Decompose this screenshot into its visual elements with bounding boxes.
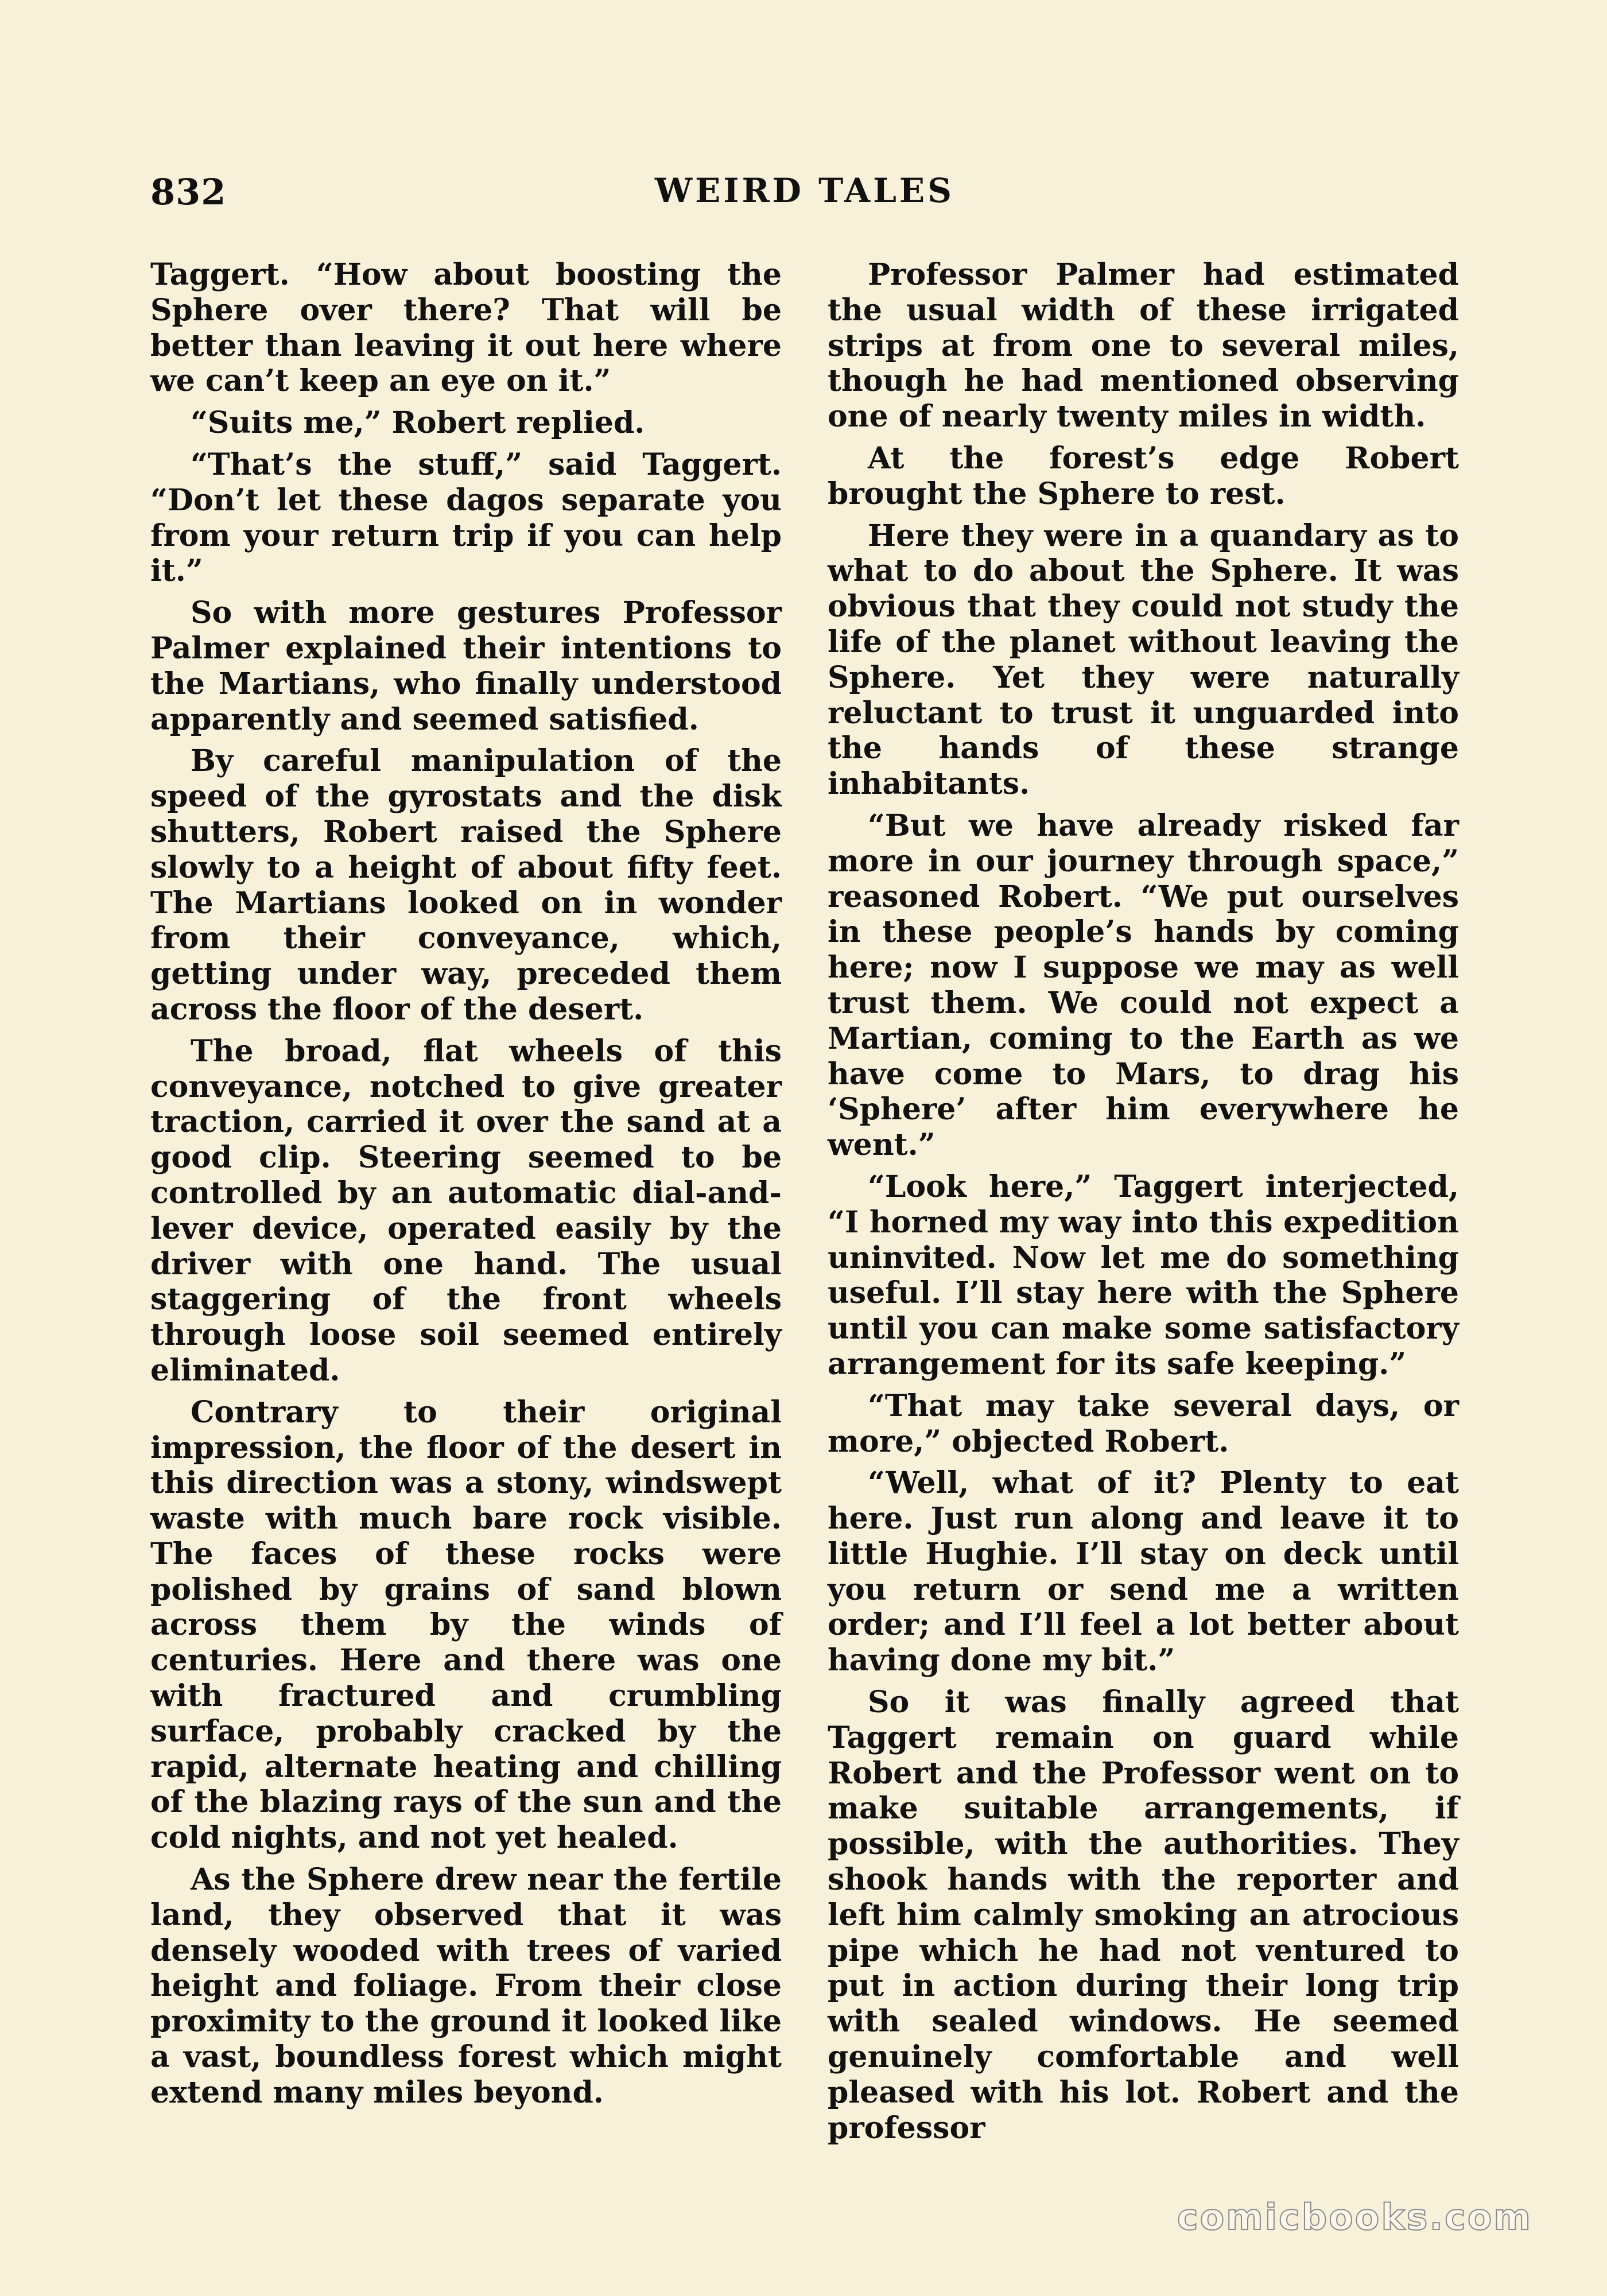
paragraph: As the Sphere drew near the fertile land, they observed that it was densely wooded with trees of varied height and foliage. From their close proximity to the ground it looked like a vast, boundless forest which might extend many miles beyond.	[150, 1862, 782, 2110]
watermark: comicbooks.com	[1177, 2196, 1532, 2238]
paragraph: “That’s the stuff,” said Taggert. “Don’t let these dagos separate you from your return trip if you can help it.”	[150, 447, 782, 589]
running-title: WEIRD TALES	[654, 171, 955, 210]
page-number: 832	[150, 171, 227, 213]
paragraph: “Well, what of it? Plenty to eat here. Just run along and leave it to little Hughie. I’ll stay on deck until you return or send me a written order; and I’ll feel a lot better about having done my bit.”	[828, 1465, 1459, 1678]
paragraph: So it was finally agreed that Taggert remain on guard while Robert and the Professor went on to make suitable arrangements, if possible, with the authorities. They shook hands with the reporter and left him calmly smoking an atrocious pipe which he had not ventured to put in action during their long trip with sealed windows. He seemed genuinely comfortable and well pleased with his lot. Robert and the professor	[828, 1685, 1459, 2146]
paragraph: Contrary to their original impression, the floor of the desert in this direction was a stony, windswept waste with much bare rock visible. The faces of these rocks were polished by grains of sand blown across them by the winds of centuries. Here and there was one with fractured and crumbling surface, probably cracked by the rapid, alternate heating and chilling of the blazing rays of the sun and the cold nights, and not yet healed.	[150, 1394, 782, 1856]
paragraph: At the forest’s edge Robert brought the Sphere to rest.	[828, 440, 1459, 511]
paragraph: “Suits me,” Robert replied.	[191, 405, 645, 441]
paragraph: Professor Palmer had estimated the usual width of these irrigated strips at from one to several miles, though he had mentioned observing one of nearly twenty miles in width.	[828, 257, 1459, 435]
paragraph: “But we have already risked far more in our journey through space,” reasoned Robert. “We put ourselves in these people’s hands by coming here; now I suppose we may as well trust them. We could not expect a Martian, coming to the Earth as we have come to Mars, to drag his ‘Sphere’ after him everywhere he went.”	[828, 808, 1459, 1163]
paragraph: The broad, flat wheels of this conveyance, notched to give greater traction, carried it over the sand at a good clip. Steering seemed to be controlled by an automatic dial-and-lever device, operated easily by the driver with one hand. The usual staggering of the front wheels through loose soil seemed entirely eliminated.	[150, 1033, 782, 1388]
paragraph: By careful manipulation of the speed of the gyrostats and the disk shutters, Robert raised the Sphere slowly to a height of about fifty feet. The Martians looked on in wonder from their conveyance, which, getting under way, preceded them across the floor of the desert.	[150, 743, 782, 1027]
paragraph: “That may take several days, or more,” objected Robert.	[828, 1388, 1459, 1459]
paragraph: So with more gestures Professor Palmer explained their intentions to the Martians, who finally understood apparently and seemed satisfied.	[150, 595, 782, 737]
paragraph: Here they were in a quandary as to what to do about the Sphere. It was obvious that they could not study the life of the planet without leaving the Sphere. Yet they were naturally reluctant to trust it unguarded into the hands of these strange inhabitants.	[828, 518, 1459, 802]
page-header	[150, 171, 1459, 217]
left-column	[150, 257, 782, 2128]
paragraph: Taggert. “How about boosting the Sphere over there? That will be better than leaving it out here where we can’t keep an eye on it.”	[150, 257, 782, 399]
paragraph: “Look here,” Taggert interjected, “I horned my way into this expedition uninvited. Now let me do something useful. I’ll stay here with the Sphere until you can make some satisfactory arrangement for its safe keeping.”	[828, 1169, 1459, 1382]
right-column	[828, 257, 1459, 2146]
